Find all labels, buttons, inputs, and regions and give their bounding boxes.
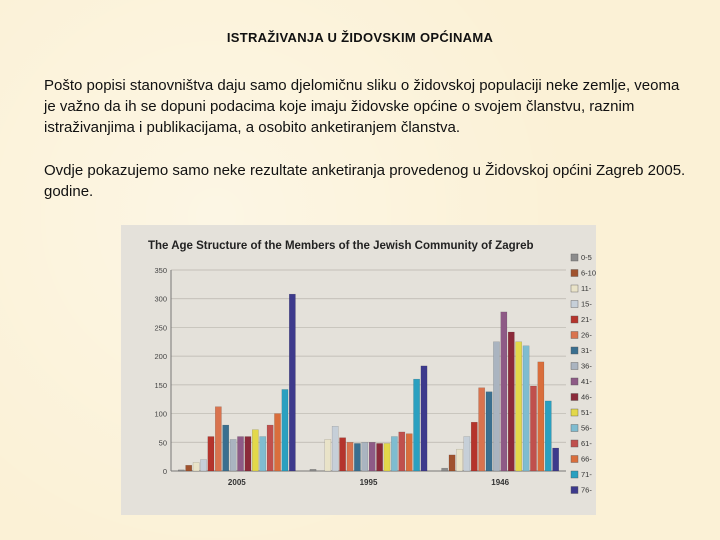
legend-swatch xyxy=(571,301,578,308)
legend-label: 0-5 xyxy=(581,253,592,262)
legend-swatch xyxy=(571,347,578,354)
bar-1995-36- xyxy=(362,442,368,471)
y-tick-label: 350 xyxy=(154,266,167,275)
y-tick-label: 150 xyxy=(154,380,167,390)
bar-1995-26- xyxy=(347,442,353,471)
legend-swatch xyxy=(571,471,578,478)
bar-1946-66- xyxy=(538,362,544,471)
bar-2005-26- xyxy=(215,407,221,471)
bar-2005-41- xyxy=(237,437,243,471)
y-tick-label: 100 xyxy=(154,409,167,419)
legend-label: 11- xyxy=(581,284,592,293)
bar-1946-21- xyxy=(471,422,477,471)
legend-label: 21- xyxy=(581,315,592,324)
legend-label: 46- xyxy=(581,392,592,402)
legend-swatch xyxy=(571,440,578,447)
bar-1995-41- xyxy=(369,442,375,471)
legend-swatch xyxy=(571,316,578,323)
legend-swatch xyxy=(571,425,578,432)
bar-2005-76- xyxy=(289,294,295,471)
survey-paragraph: Ovdje pokazujemo samo neke rezultate anketiranja provedenog u Židovskoj općini Zagreb 2005. godine. xyxy=(44,162,686,200)
bar-1995-61- xyxy=(399,432,405,471)
chart-svg xyxy=(121,225,596,515)
intro-paragraph: Pošto popisi stanovništva daju samo djelomičnu sliku o židovskoj populaciji neke zemlje, veoma je važno da ih se dopuni podacima koje imaju židovske općine o svojem članstvu, raznim istraživanjima i publikacijama, a osobito anketiranjem članstva. xyxy=(44,77,680,136)
bar-1946-76- xyxy=(553,448,559,471)
bar-2005-46- xyxy=(245,437,251,471)
bar-1946-61- xyxy=(530,386,536,471)
bar-2005-51- xyxy=(252,430,258,471)
bar-1946-15- xyxy=(464,437,470,471)
bar-1946-56- xyxy=(523,346,529,471)
y-tick-label: 0 xyxy=(162,467,167,476)
page-heading: ISTRAŽIVANJA U ŽIDOVSKIM OPĆINAMA xyxy=(226,30,494,45)
legend-swatch xyxy=(571,270,578,277)
y-tick-label: 50 xyxy=(158,438,167,448)
bar-1995-15- xyxy=(332,426,338,471)
bar-2005-21- xyxy=(208,437,214,471)
bar-1946-6-10 xyxy=(449,455,455,471)
bar-1946-36- xyxy=(493,342,499,471)
bar-1995-21- xyxy=(340,438,346,471)
y-tick-label: 250 xyxy=(154,323,167,333)
legend-label: 76- xyxy=(581,485,592,495)
legend-label: 61- xyxy=(581,439,592,448)
bar-2005-36- xyxy=(230,439,236,471)
bar-1946-31- xyxy=(486,392,492,471)
bar-2005-15- xyxy=(200,460,206,471)
legend-swatch xyxy=(571,456,578,463)
x-tick-label: 1946 xyxy=(491,478,510,487)
bar-1946-0-5 xyxy=(442,468,448,471)
bar-2005-56- xyxy=(260,437,266,471)
x-tick-label: 1995 xyxy=(359,478,378,487)
bar-2005-61- xyxy=(267,425,273,471)
bar-2005-6-10 xyxy=(186,465,192,471)
bar-1995-66- xyxy=(406,434,412,471)
y-tick-label: 300 xyxy=(154,294,167,304)
legend-label: 36- xyxy=(581,361,592,371)
bar-2005-0-5 xyxy=(178,470,184,471)
y-tick-label: 200 xyxy=(154,352,167,362)
legend-label: 31- xyxy=(581,346,592,355)
legend-swatch xyxy=(571,285,578,292)
bar-1995-11- xyxy=(325,439,331,471)
bar-1995-76- xyxy=(421,366,427,471)
bar-1946-51- xyxy=(516,342,522,471)
legend-label: 41- xyxy=(581,377,592,386)
legend-swatch xyxy=(571,332,578,339)
bar-2005-71- xyxy=(282,389,288,471)
legend-swatch xyxy=(571,378,578,385)
legend-swatch xyxy=(571,409,578,416)
bar-1995-31- xyxy=(354,443,360,471)
legend-label: 15- xyxy=(581,299,592,309)
legend-label: 66- xyxy=(581,454,592,464)
bar-1946-46- xyxy=(508,332,514,471)
legend-label: 56- xyxy=(581,423,592,433)
bar-1995-0-5 xyxy=(310,469,316,471)
chart-title: The Age Structure of the Members of the Jewish Community of Zagreb xyxy=(148,240,534,252)
bar-1995-51- xyxy=(384,443,390,471)
legend-label: 51- xyxy=(581,408,592,417)
bar-1946-11- xyxy=(456,449,462,471)
bar-1995-46- xyxy=(377,443,383,471)
bar-2005-66- xyxy=(274,414,280,471)
legend-swatch xyxy=(571,394,578,401)
age-structure-chart xyxy=(121,225,596,515)
bar-1995-56- xyxy=(391,437,397,471)
x-tick-label: 2005 xyxy=(227,478,246,487)
legend-label: 6-10 xyxy=(581,268,596,278)
legend-swatch xyxy=(571,487,578,494)
legend-label: 26- xyxy=(581,330,592,340)
bar-1995-71- xyxy=(414,379,420,471)
bar-1946-26- xyxy=(479,388,485,471)
legend-swatch xyxy=(571,363,578,370)
bar-1946-71- xyxy=(545,401,551,471)
bar-1946-41- xyxy=(501,312,507,471)
legend-label: 71- xyxy=(581,470,592,479)
bar-2005-31- xyxy=(223,425,229,471)
bar-2005-11- xyxy=(193,462,199,471)
legend-swatch xyxy=(571,254,578,261)
